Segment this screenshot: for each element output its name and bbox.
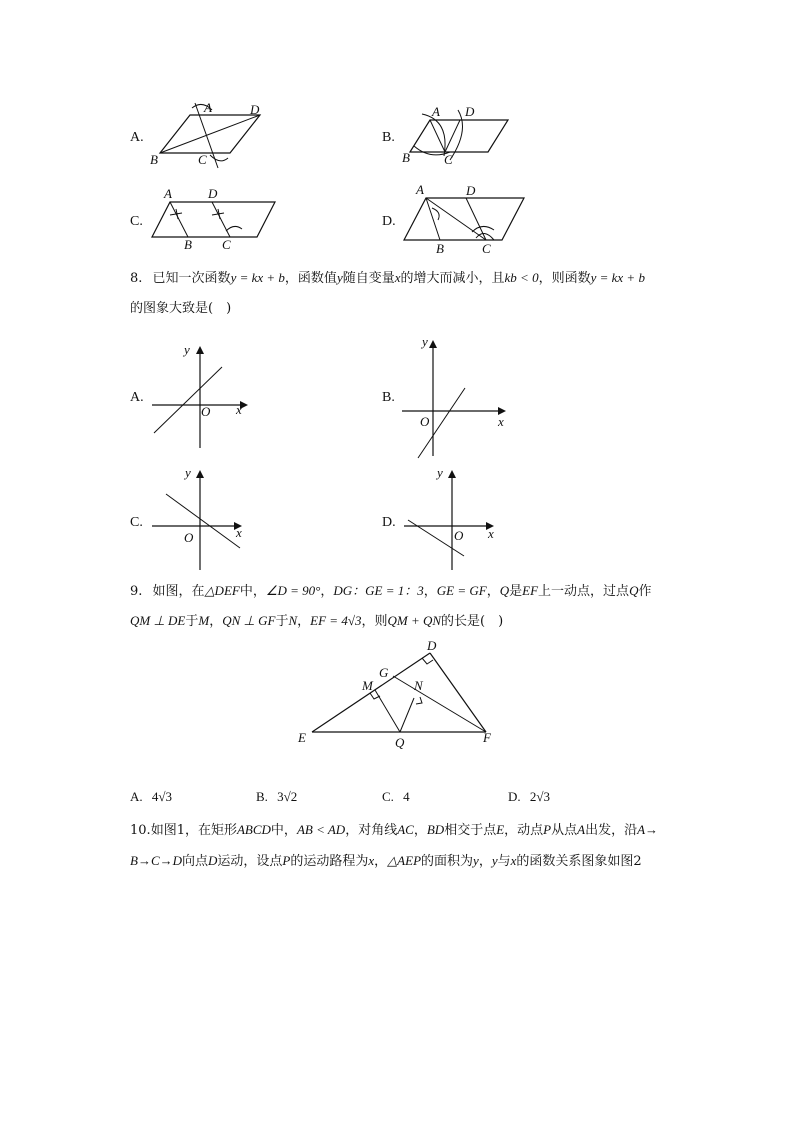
q10-text-12: ， — [374, 854, 388, 869]
q8b-y-label: y — [422, 334, 428, 349]
q8-condition: kb < 0 — [504, 270, 539, 285]
q10-var-y: y — [473, 853, 479, 868]
q8c-x-label: x — [236, 525, 242, 540]
q8-equation-2: y = kx + b — [590, 270, 645, 285]
q7c-point-d: D — [208, 186, 218, 201]
q7-option-c-figure — [150, 185, 280, 255]
q9-choice-a-value: 4√3 — [151, 789, 173, 804]
q9-text-5: ， — [486, 584, 500, 599]
q8a-x-label: x — [236, 402, 242, 417]
q10-text-3: ，对角线 — [345, 823, 398, 838]
q9-text-8: 作 — [638, 584, 652, 599]
q9-text-2: 中， — [239, 584, 266, 599]
q7a-point-c: C — [198, 152, 207, 167]
q7b-point-a: A — [432, 104, 440, 119]
q10-text-6: ，动点 — [504, 823, 544, 838]
q10-condition: AB < AD — [296, 822, 346, 837]
q10-text-4: ， — [413, 823, 427, 838]
q9-triangle-figure — [290, 636, 510, 756]
q7c-point-b: B — [184, 237, 192, 252]
q9-fig-point-g: G — [379, 665, 389, 680]
q7d-point-b: B — [436, 241, 444, 256]
q9-choice-d[interactable] — [508, 789, 550, 805]
q8a-origin: O — [201, 404, 211, 419]
q7b-point-c: C — [444, 152, 453, 167]
q9-perp-1: QM ⊥ DE — [130, 613, 186, 628]
q7a-point-b: B — [150, 152, 158, 167]
q10-text-14: ， — [478, 854, 492, 869]
q9-sum: QM + QN — [387, 613, 442, 628]
q8-var-x: x — [394, 270, 401, 285]
q9-fig-point-m: M — [362, 678, 373, 693]
q9-point-n: N — [288, 613, 298, 628]
q10-text-5: 相交于点 — [444, 823, 497, 838]
q10-rect: ABCD — [236, 822, 271, 837]
q8-option-c-graph — [148, 462, 258, 574]
q7c-point-a: A — [164, 186, 172, 201]
q9-equality: GE = GF — [436, 583, 487, 598]
q10-point-e: E — [496, 822, 505, 837]
q10-path-1: A→ — [637, 822, 659, 837]
q7a-point-d: D — [250, 102, 260, 117]
q8b-x-label: x — [498, 414, 504, 429]
q9-perp-2: QN ⊥ GF — [222, 613, 276, 628]
q9-choice-a[interactable] — [130, 789, 172, 805]
q9-angle: ∠D = 90° — [265, 583, 321, 598]
q10-path-2: B→C→D — [130, 853, 182, 868]
q8-text-2: ，函数值 — [284, 271, 337, 286]
q8-line-1 — [130, 263, 645, 294]
q8-option-c-label: C. — [130, 515, 143, 530]
q9-line-1 — [130, 576, 651, 607]
q10-point-a: A — [577, 822, 586, 837]
q7-option-c-label: C. — [130, 214, 143, 229]
q9-choice-b-value: 3√2 — [277, 789, 298, 804]
q9-text-7: 上一动点，过点 — [538, 584, 630, 599]
q8-text-3: 随自变量 — [342, 271, 395, 286]
q7a-point-a: A — [204, 100, 212, 115]
q8-number: 8. — [130, 271, 143, 286]
q10-text-7: 从点 — [551, 823, 578, 838]
q8c-y-label: y — [185, 465, 191, 480]
q7-option-d-label: D. — [382, 214, 396, 229]
q9-fig-point-q: Q — [395, 735, 405, 750]
q8-option-d-label: D. — [382, 515, 396, 530]
q9-length-ef: EF = 4√3 — [310, 613, 362, 628]
q8d-y-label: y — [437, 465, 443, 480]
q8-option-b-label: B. — [382, 390, 395, 405]
q8c-origin: O — [184, 530, 194, 545]
q9-fig-point-n: N — [414, 678, 423, 693]
q8-option-a-graph — [148, 340, 258, 452]
q9-point-q-2: Q — [629, 583, 639, 598]
q8-option-d-graph — [400, 462, 510, 574]
q9-choice-b[interactable] — [256, 789, 297, 805]
q9-text-13: ，则 — [361, 614, 388, 629]
q7d-point-c: C — [482, 241, 491, 256]
q10-number: 10. — [130, 823, 151, 838]
q8-line-2: 的图象大致是( ) — [130, 301, 232, 316]
q9-triangle: △DEF — [204, 583, 240, 598]
q7-option-b-label: B. — [382, 130, 395, 145]
q10-text-1: 如图1，在矩形 — [150, 823, 237, 838]
q8-text-4: 的增大而减小，且 — [400, 271, 505, 286]
q10-text-2: 中， — [270, 823, 297, 838]
q10-triangle: △AEP — [387, 853, 422, 868]
q9-point-m: M — [198, 613, 210, 628]
q7d-point-a: A — [416, 182, 424, 197]
q7b-point-b: B — [402, 150, 410, 165]
q10-point-d: D — [208, 853, 218, 868]
q9-number: 9. — [130, 584, 143, 599]
q10-bd: BD — [426, 822, 445, 837]
q9-text-4: ， — [423, 584, 437, 599]
q8d-origin: O — [454, 528, 464, 543]
q9-choice-c-label: C. — [382, 789, 394, 804]
q7b-point-d: D — [465, 104, 475, 119]
q7-option-a-figure — [150, 100, 270, 175]
q9-text-3: ， — [320, 584, 334, 599]
q10-point-p: P — [543, 822, 552, 837]
q9-fig-point-e: E — [298, 730, 306, 745]
q8-var-y: y — [336, 270, 343, 285]
q10-point-p-2: P — [282, 853, 291, 868]
q10-text-13: 的面积为 — [421, 854, 474, 869]
q9-text-6: 是 — [509, 584, 523, 599]
q8-option-b-graph — [400, 332, 510, 462]
q8a-y-label: y — [184, 342, 190, 357]
q10-ac: AC — [397, 822, 414, 837]
q7-option-b-figure — [400, 100, 520, 175]
q7d-point-d: D — [466, 183, 476, 198]
q10-text-9: 向点 — [182, 854, 209, 869]
q10-text-8: 出发，沿 — [585, 823, 638, 838]
q9-choice-c[interactable] — [382, 789, 410, 805]
q10-line-1 — [130, 815, 658, 846]
q9-text-12: ， — [297, 614, 311, 629]
q10-var-y-2: y — [491, 853, 498, 868]
q10-text-10: 运动，设点 — [217, 854, 283, 869]
q8b-origin: O — [420, 414, 430, 429]
q9-choice-a-label: A. — [130, 789, 143, 804]
q10-text-11: 的运动路程为 — [290, 854, 369, 869]
q9-point-q: Q — [499, 583, 510, 598]
q9-ratio: DG：GE = 1：3 — [333, 583, 424, 598]
q7-option-d-figure — [402, 182, 532, 257]
q9-line-2 — [130, 606, 503, 637]
q8d-x-label: x — [488, 526, 494, 541]
q9-text-9: 于 — [185, 614, 199, 629]
q9-choice-d-label: D. — [508, 789, 521, 804]
q9-fig-point-d: D — [427, 638, 437, 653]
q9-text-1: 如图，在 — [152, 584, 205, 599]
q9-choice-b-label: B. — [256, 789, 268, 804]
q8-text-1: 已知一次函数 — [152, 271, 231, 286]
q9-text-10: ， — [209, 614, 223, 629]
q9-segment-ef: EF — [522, 583, 539, 598]
q8-equation-1: y = kx + b — [230, 270, 285, 285]
q9-text-11: 于 — [275, 614, 289, 629]
q10-text-16: 的函数关系图象如图2 — [516, 854, 642, 869]
q10-var-x: x — [368, 853, 375, 868]
q10-var-x-2: x — [510, 853, 517, 868]
q10-text-15: 与 — [497, 854, 511, 869]
q9-text-14: 的长是( ) — [441, 614, 504, 629]
q7c-point-c: C — [222, 237, 231, 252]
q9-choice-c-value: 4 — [403, 789, 410, 804]
q7-option-a-label: A. — [130, 130, 144, 145]
q9-choice-d-value: 2√3 — [529, 789, 551, 804]
q8-text-5: ，则函数 — [538, 271, 591, 286]
q10-line-2 — [130, 846, 642, 877]
q9-fig-point-f: F — [483, 730, 491, 745]
q8-option-a-label: A. — [130, 390, 144, 405]
